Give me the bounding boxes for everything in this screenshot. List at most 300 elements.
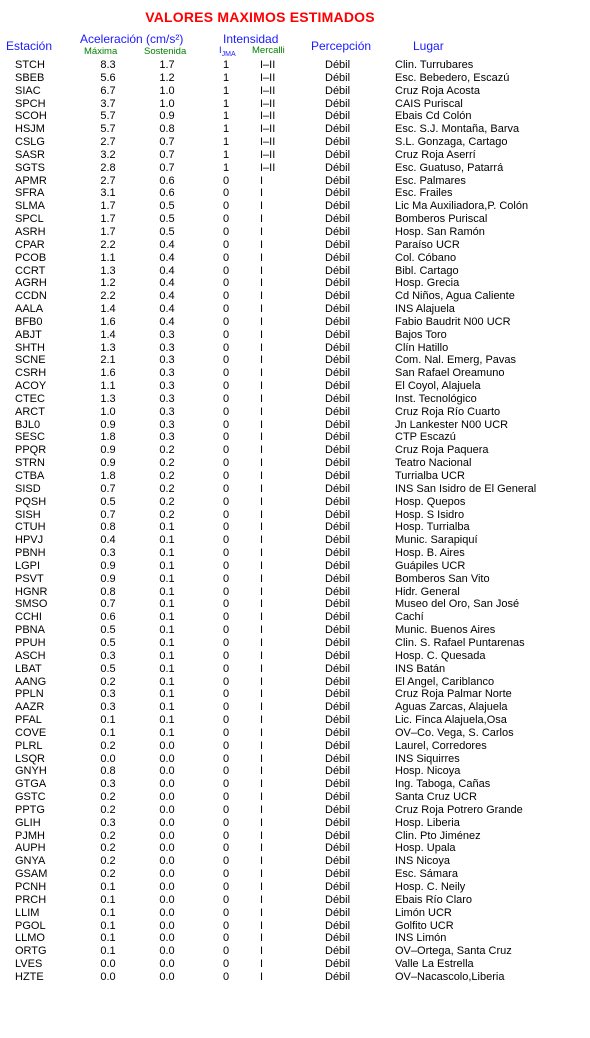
aceleracion-maxima-cell: 0.0: [100, 958, 116, 971]
intensidad-jma-cell: 0: [222, 572, 230, 585]
station-code-cell: PPTG: [15, 803, 45, 816]
percepcion-cell: Débil: [325, 636, 351, 649]
intensidad-mercalli-cell: I: [260, 649, 264, 662]
intensidad-mercalli-cell: I: [260, 290, 264, 303]
station-code-cell: LLMO: [15, 932, 45, 945]
percepcion-cell: Débil: [325, 662, 351, 675]
percepcion-cell: Débil: [325, 71, 351, 84]
header-maxima: Máxima: [84, 46, 118, 57]
intensidad-jma-cell: 0: [222, 945, 230, 958]
table-row: [0, 663, 590, 676]
aceleracion-sostenida-cell: 0.9: [159, 110, 175, 123]
intensidad-jma-cell: 0: [222, 868, 230, 881]
table-row: [0, 393, 590, 406]
aceleracion-sostenida-cell: 1.2: [159, 71, 175, 84]
table-row: [0, 136, 590, 149]
aceleracion-maxima-cell: 2.7: [100, 174, 116, 187]
station-code-cell: CSRH: [15, 367, 47, 380]
intensidad-jma-cell: 0: [222, 251, 230, 264]
aceleracion-sostenida-cell: 0.1: [159, 598, 175, 611]
intensidad-jma-cell: 0: [222, 174, 230, 187]
percepcion-cell: Débil: [325, 136, 351, 149]
percepcion-cell: Débil: [325, 534, 351, 547]
intensidad-jma-cell: 0: [222, 611, 230, 624]
intensidad-jma-cell: 0: [222, 328, 230, 341]
station-code-cell: SESC: [15, 431, 45, 444]
lugar-cell: Munic. Sarapiquí: [395, 534, 478, 547]
table-row: [0, 483, 590, 496]
station-code-cell: LGPI: [15, 559, 41, 572]
lugar-cell: Clin. Turrubares: [395, 59, 474, 71]
aceleracion-sostenida-cell: 0.3: [159, 405, 175, 418]
header-aceleracion: Aceleración (cm/s²): [80, 32, 184, 46]
percepcion-cell: Débil: [325, 315, 351, 328]
station-code-cell: CSLG: [15, 136, 45, 149]
aceleracion-maxima-cell: 0.9: [100, 559, 116, 572]
percepcion-cell: Débil: [325, 585, 351, 598]
lugar-cell: Esc. Guatuso, Patarrá: [395, 161, 504, 174]
lugar-cell: Hosp. Grecia: [395, 277, 460, 290]
aceleracion-maxima-cell: 1.6: [100, 315, 116, 328]
intensidad-mercalli-cell: I: [260, 187, 264, 200]
aceleracion-sostenida-cell: 0.3: [159, 354, 175, 367]
intensidad-jma-cell: 0: [222, 701, 230, 714]
lugar-cell: Teatro Nacional: [395, 457, 472, 470]
page-title: VALORES MAXIMOS ESTIMADOS: [145, 9, 375, 25]
intensidad-jma-cell: 0: [222, 354, 230, 367]
lugar-cell: Aguas Zarcas, Alajuela: [395, 701, 508, 714]
intensidad-jma-cell: 0: [222, 444, 230, 457]
intensidad-jma-cell: 0: [222, 534, 230, 547]
aceleracion-sostenida-cell: 0.5: [159, 225, 175, 238]
header-lugar: Lugar: [413, 39, 444, 53]
intensidad-mercalli-cell: I: [260, 444, 264, 457]
lugar-cell: Clin. Pto Jiménez: [395, 829, 481, 842]
table-row: [0, 778, 590, 791]
station-code-cell: LBAT: [15, 662, 42, 675]
lugar-cell: Guápiles UCR: [395, 559, 466, 572]
station-code-cell: SPCH: [15, 97, 46, 110]
intensidad-mercalli-cell: I: [260, 816, 264, 829]
intensidad-mercalli-cell: I: [260, 958, 264, 971]
station-code-cell: PFAL: [15, 714, 42, 727]
table-row: [0, 676, 590, 689]
intensidad-mercalli-cell: I: [260, 341, 264, 354]
header-intensidad: Intensidad: [223, 32, 279, 46]
aceleracion-maxima-cell: 0.3: [100, 778, 116, 791]
station-code-cell: AANG: [15, 675, 47, 688]
aceleracion-maxima-cell: 5.7: [100, 110, 116, 123]
aceleracion-sostenida-cell: 0.7: [159, 161, 175, 174]
aceleracion-maxima-cell: 0.5: [100, 495, 116, 508]
table-row: [0, 509, 590, 522]
aceleracion-sostenida-cell: 0.0: [159, 958, 175, 971]
lugar-cell: Bibl. Cartago: [395, 264, 459, 277]
intensidad-mercalli-cell: I: [260, 457, 264, 470]
percepcion-cell: Débil: [325, 84, 351, 97]
percepcion-cell: Débil: [325, 161, 351, 174]
intensidad-jma-cell: 0: [222, 970, 230, 983]
intensidad-mercalli-cell: I–II: [260, 123, 276, 136]
lugar-cell: Santa Cruz UCR: [395, 791, 477, 804]
intensidad-jma-cell: 0: [222, 341, 230, 354]
lugar-cell: El Angel, Cariblanco: [395, 675, 495, 688]
intensidad-jma-cell: 0: [222, 688, 230, 701]
intensidad-mercalli-cell: I: [260, 303, 264, 316]
intensidad-mercalli-cell: I: [260, 714, 264, 727]
intensidad-mercalli-cell: I: [260, 521, 264, 534]
percepcion-cell: Débil: [325, 547, 351, 560]
aceleracion-sostenida-cell: 1.0: [159, 97, 175, 110]
intensidad-jma-cell: 1: [222, 59, 230, 71]
aceleracion-maxima-cell: 1.4: [100, 328, 116, 341]
station-code-cell: ASCH: [15, 649, 46, 662]
intensidad-jma-cell: 0: [222, 932, 230, 945]
percepcion-cell: Débil: [325, 341, 351, 354]
lugar-cell: Cruz Roja Palmar Norte: [395, 688, 512, 701]
intensidad-jma-cell: 0: [222, 213, 230, 226]
intensidad-jma-cell: 0: [222, 225, 230, 238]
intensidad-mercalli-cell: I: [260, 688, 264, 701]
lugar-cell: Cd Niños, Agua Caliente: [395, 290, 515, 303]
intensidad-mercalli-cell: I: [260, 855, 264, 868]
aceleracion-maxima-cell: 1.4: [100, 303, 116, 316]
intensidad-mercalli-cell: I: [260, 495, 264, 508]
aceleracion-sostenida-cell: 0.5: [159, 213, 175, 226]
intensidad-mercalli-cell: I: [260, 431, 264, 444]
station-code-cell: PSVT: [15, 572, 44, 585]
intensidad-jma-cell: 0: [222, 559, 230, 572]
table-row: [0, 791, 590, 804]
percepcion-cell: Débil: [325, 714, 351, 727]
aceleracion-sostenida-cell: 0.3: [159, 392, 175, 405]
lugar-cell: Cruz Roja Río Cuarto: [395, 405, 501, 418]
intensidad-mercalli-cell: I: [260, 238, 264, 251]
station-code-cell: SASR: [15, 148, 45, 161]
intensidad-jma-cell: 0: [222, 829, 230, 842]
lugar-cell: CTP Escazú: [395, 431, 456, 444]
intensidad-jma-cell: 0: [222, 200, 230, 213]
table-row: [0, 226, 590, 239]
percepcion-cell: Débil: [325, 213, 351, 226]
lugar-cell: Col. Cóbano: [395, 251, 457, 264]
aceleracion-maxima-cell: 1.1: [100, 251, 116, 264]
percepcion-cell: Débil: [325, 392, 351, 405]
lugar-cell: INS San Isidro de El General: [395, 482, 537, 495]
table-row: [0, 534, 590, 547]
intensidad-jma-cell: 0: [222, 418, 230, 431]
station-code-cell: SBEB: [15, 71, 45, 84]
intensidad-jma-cell: 0: [222, 919, 230, 932]
aceleracion-sostenida-cell: 0.0: [159, 829, 175, 842]
header-mercalli: Mercalli: [252, 45, 285, 56]
lugar-cell: INS Batán: [395, 662, 446, 675]
lugar-cell: Paraíso UCR: [395, 238, 460, 251]
percepcion-cell: Débil: [325, 59, 351, 71]
intensidad-mercalli-cell: I: [260, 662, 264, 675]
lugar-cell: Laurel, Corredores: [395, 739, 487, 752]
aceleracion-sostenida-cell: 0.0: [159, 816, 175, 829]
lugar-cell: Hosp. Upala: [395, 842, 456, 855]
aceleracion-sostenida-cell: 0.1: [159, 521, 175, 534]
intensidad-mercalli-cell: I: [260, 174, 264, 187]
aceleracion-sostenida-cell: 0.1: [159, 547, 175, 560]
aceleracion-sostenida-cell: 0.0: [159, 842, 175, 855]
lugar-cell: Fabio Baudrit N00 UCR: [395, 315, 511, 328]
intensidad-mercalli-cell: I: [260, 829, 264, 842]
aceleracion-maxima-cell: 1.8: [100, 431, 116, 444]
table-row: [0, 586, 590, 599]
stations-table: [0, 59, 590, 984]
intensidad-mercalli-cell: I: [260, 919, 264, 932]
intensidad-mercalli-cell: I: [260, 213, 264, 226]
percepcion-cell: Débil: [325, 752, 351, 765]
aceleracion-sostenida-cell: 0.4: [159, 277, 175, 290]
station-code-cell: AUPH: [15, 842, 46, 855]
table-row: [0, 573, 590, 586]
intensidad-mercalli-cell: I: [260, 405, 264, 418]
percepcion-cell: Débil: [325, 200, 351, 213]
percepcion-cell: Débil: [325, 688, 351, 701]
aceleracion-maxima-cell: 0.8: [100, 585, 116, 598]
table-row: [0, 907, 590, 920]
lugar-cell: Inst. Tecnológico: [395, 392, 477, 405]
intensidad-mercalli-cell: I: [260, 470, 264, 482]
aceleracion-sostenida-cell: 0.0: [159, 868, 175, 881]
intensidad-mercalli-cell: I–II: [260, 84, 276, 97]
intensidad-mercalli-cell: I: [260, 598, 264, 611]
intensidad-jma-cell: 1: [222, 148, 230, 161]
table-row: [0, 149, 590, 162]
percepcion-cell: Débil: [325, 110, 351, 123]
aceleracion-maxima-cell: 0.1: [100, 932, 116, 945]
station-code-cell: COVE: [15, 726, 47, 739]
percepcion-cell: Débil: [325, 855, 351, 868]
aceleracion-sostenida-cell: 0.3: [159, 380, 175, 393]
intensidad-mercalli-cell: I: [260, 791, 264, 804]
table-row: [0, 842, 590, 855]
aceleracion-sostenida-cell: 0.2: [159, 444, 175, 457]
station-code-cell: PBNH: [15, 547, 46, 560]
percepcion-cell: Débil: [325, 932, 351, 945]
lugar-cell: Hosp. B. Aires: [395, 547, 465, 560]
percepcion-cell: Débil: [325, 238, 351, 251]
percepcion-cell: Débil: [325, 457, 351, 470]
aceleracion-maxima-cell: 2.2: [100, 238, 116, 251]
percepcion-cell: Débil: [325, 418, 351, 431]
aceleracion-sostenida-cell: 0.7: [159, 148, 175, 161]
aceleracion-maxima-cell: 0.1: [100, 714, 116, 727]
intensidad-jma-cell: 0: [222, 405, 230, 418]
aceleracion-maxima-cell: 0.2: [100, 842, 116, 855]
intensidad-jma-cell: 0: [222, 482, 230, 495]
aceleracion-maxima-cell: 0.5: [100, 662, 116, 675]
table-row: [0, 701, 590, 714]
table-row: [0, 753, 590, 766]
table-row: [0, 688, 590, 701]
intensidad-jma-cell: 0: [222, 303, 230, 316]
station-code-cell: ABJT: [15, 328, 42, 341]
percepcion-cell: Débil: [325, 945, 351, 958]
aceleracion-maxima-cell: 1.1: [100, 380, 116, 393]
aceleracion-sostenida-cell: 0.2: [159, 457, 175, 470]
aceleracion-maxima-cell: 0.1: [100, 945, 116, 958]
aceleracion-sostenida-cell: 0.2: [159, 508, 175, 521]
intensidad-mercalli-cell: I: [260, 881, 264, 893]
intensidad-mercalli-cell: I–II: [260, 148, 276, 161]
aceleracion-sostenida-cell: 0.0: [159, 932, 175, 945]
percepcion-cell: Débil: [325, 277, 351, 290]
aceleracion-maxima-cell: 1.7: [100, 200, 116, 213]
intensidad-jma-cell: 1: [222, 161, 230, 174]
aceleracion-sostenida-cell: 0.3: [159, 418, 175, 431]
intensidad-jma-cell: 0: [222, 367, 230, 380]
intensidad-jma-cell: 0: [222, 958, 230, 971]
header-ijma-sub: JMA: [221, 50, 236, 58]
lugar-cell: Cruz Roja Acosta: [395, 84, 480, 97]
aceleracion-sostenida-cell: 0.3: [159, 328, 175, 341]
lugar-cell: Bomberos Puriscal: [395, 213, 488, 226]
table-row: [0, 213, 590, 226]
table-row: [0, 329, 590, 342]
intensidad-mercalli-cell: I–II: [260, 110, 276, 123]
intensidad-mercalli-cell: I: [260, 559, 264, 572]
station-code-cell: AAZR: [15, 701, 45, 714]
aceleracion-maxima-cell: 2.7: [100, 136, 116, 149]
aceleracion-sostenida-cell: 0.1: [159, 585, 175, 598]
lugar-cell: Jn Lankester N00 UCR: [395, 418, 509, 431]
aceleracion-maxima-cell: 0.1: [100, 881, 116, 893]
intensidad-jma-cell: 1: [222, 123, 230, 136]
lugar-cell: Clin. S. Rafael Puntarenas: [395, 636, 525, 649]
percepcion-cell: Débil: [325, 187, 351, 200]
lugar-cell: INS Limón: [395, 932, 447, 945]
station-code-cell: PBNA: [15, 624, 45, 637]
aceleracion-maxima-cell: 3.1: [100, 187, 116, 200]
aceleracion-maxima-cell: 0.3: [100, 701, 116, 714]
lugar-cell: Esc. Palmares: [395, 174, 466, 187]
lugar-cell: Limón UCR: [395, 906, 452, 919]
table-row: [0, 380, 590, 393]
intensidad-mercalli-cell: I: [260, 328, 264, 341]
intensidad-mercalli-cell: I: [260, 932, 264, 945]
lugar-cell: OV–Ortega, Santa Cruz: [395, 945, 512, 958]
lugar-cell: Turrialba UCR: [395, 470, 465, 482]
aceleracion-maxima-cell: 0.0: [100, 752, 116, 765]
table-row: [0, 868, 590, 881]
aceleracion-sostenida-cell: 0.0: [159, 803, 175, 816]
lugar-cell: Esc. Sámara: [395, 868, 458, 881]
intensidad-mercalli-cell: I: [260, 726, 264, 739]
lugar-cell: Com. Nal. Emerg, Pavas: [395, 354, 517, 367]
aceleracion-sostenida-cell: 0.0: [159, 906, 175, 919]
lugar-cell: Lic Ma Auxiliadora,P. Colón: [395, 200, 529, 213]
intensidad-jma-cell: 0: [222, 791, 230, 804]
lugar-cell: Hidr. General: [395, 585, 460, 598]
aceleracion-maxima-cell: 2.1: [100, 354, 116, 367]
station-code-cell: APMR: [15, 174, 47, 187]
table-row: [0, 239, 590, 252]
aceleracion-sostenida-cell: 0.1: [159, 624, 175, 637]
aceleracion-maxima-cell: 0.1: [100, 906, 116, 919]
intensidad-jma-cell: 0: [222, 521, 230, 534]
station-code-cell: CTEC: [15, 392, 45, 405]
percepcion-cell: Débil: [325, 367, 351, 380]
aceleracion-maxima-cell: 0.7: [100, 598, 116, 611]
intensidad-jma-cell: 0: [222, 598, 230, 611]
lugar-cell: Esc. Frailes: [395, 187, 453, 200]
intensidad-mercalli-cell: I: [260, 264, 264, 277]
percepcion-cell: Débil: [325, 380, 351, 393]
percepcion-cell: Débil: [325, 303, 351, 316]
table-row: [0, 303, 590, 316]
intensidad-jma-cell: 1: [222, 71, 230, 84]
aceleracion-maxima-cell: 0.3: [100, 649, 116, 662]
station-code-cell: SIAC: [15, 84, 41, 97]
aceleracion-maxima-cell: 0.1: [100, 893, 116, 906]
intensidad-jma-cell: 0: [222, 547, 230, 560]
table-row: [0, 496, 590, 509]
percepcion-cell: Débil: [325, 431, 351, 444]
station-code-cell: SISH: [15, 508, 41, 521]
table-row: [0, 855, 590, 868]
table-row: [0, 162, 590, 175]
percepcion-cell: Débil: [325, 598, 351, 611]
station-code-cell: PPUH: [15, 636, 46, 649]
aceleracion-sostenida-cell: 0.0: [159, 893, 175, 906]
lugar-cell: Ing. Taboga, Cañas: [395, 778, 491, 791]
aceleracion-maxima-cell: 2.2: [100, 290, 116, 303]
percepcion-cell: Débil: [325, 803, 351, 816]
station-code-cell: PJMH: [15, 829, 45, 842]
station-code-cell: GSTC: [15, 791, 46, 804]
table-row: [0, 444, 590, 457]
station-code-cell: STCH: [15, 59, 45, 71]
aceleracion-sostenida-cell: 0.0: [159, 752, 175, 765]
station-code-cell: BJL0: [15, 418, 41, 431]
percepcion-cell: Débil: [325, 726, 351, 739]
intensidad-mercalli-cell: I: [260, 392, 264, 405]
aceleracion-maxima-cell: 6.7: [100, 84, 116, 97]
intensidad-mercalli-cell: I–II: [260, 136, 276, 149]
table-row: [0, 200, 590, 213]
table-row: [0, 547, 590, 560]
aceleracion-sostenida-cell: 0.1: [159, 675, 175, 688]
intensidad-mercalli-cell: I: [260, 701, 264, 714]
lugar-cell: Esc. Bebedero, Escazú: [395, 71, 510, 84]
aceleracion-sostenida-cell: 1.0: [159, 84, 175, 97]
lugar-cell: El Coyol, Alajuela: [395, 380, 481, 393]
lugar-cell: Hosp. San Ramón: [395, 225, 485, 238]
table-row: [0, 367, 590, 380]
intensidad-jma-cell: 0: [222, 277, 230, 290]
table-row: [0, 110, 590, 123]
intensidad-jma-cell: 0: [222, 881, 230, 893]
intensidad-mercalli-cell: I: [260, 778, 264, 791]
aceleracion-sostenida-cell: 0.1: [159, 559, 175, 572]
table-row: [0, 894, 590, 907]
aceleracion-sostenida-cell: 0.6: [159, 174, 175, 187]
station-code-cell: PCNH: [15, 881, 47, 893]
table-row: [0, 342, 590, 355]
station-code-cell: CCDN: [15, 290, 47, 303]
lugar-cell: CAIS Puriscal: [395, 97, 463, 110]
percepcion-cell: Débil: [325, 881, 351, 893]
aceleracion-sostenida-cell: 0.0: [159, 881, 175, 893]
aceleracion-sostenida-cell: 0.4: [159, 264, 175, 277]
intensidad-jma-cell: 0: [222, 238, 230, 251]
percepcion-cell: Débil: [325, 893, 351, 906]
